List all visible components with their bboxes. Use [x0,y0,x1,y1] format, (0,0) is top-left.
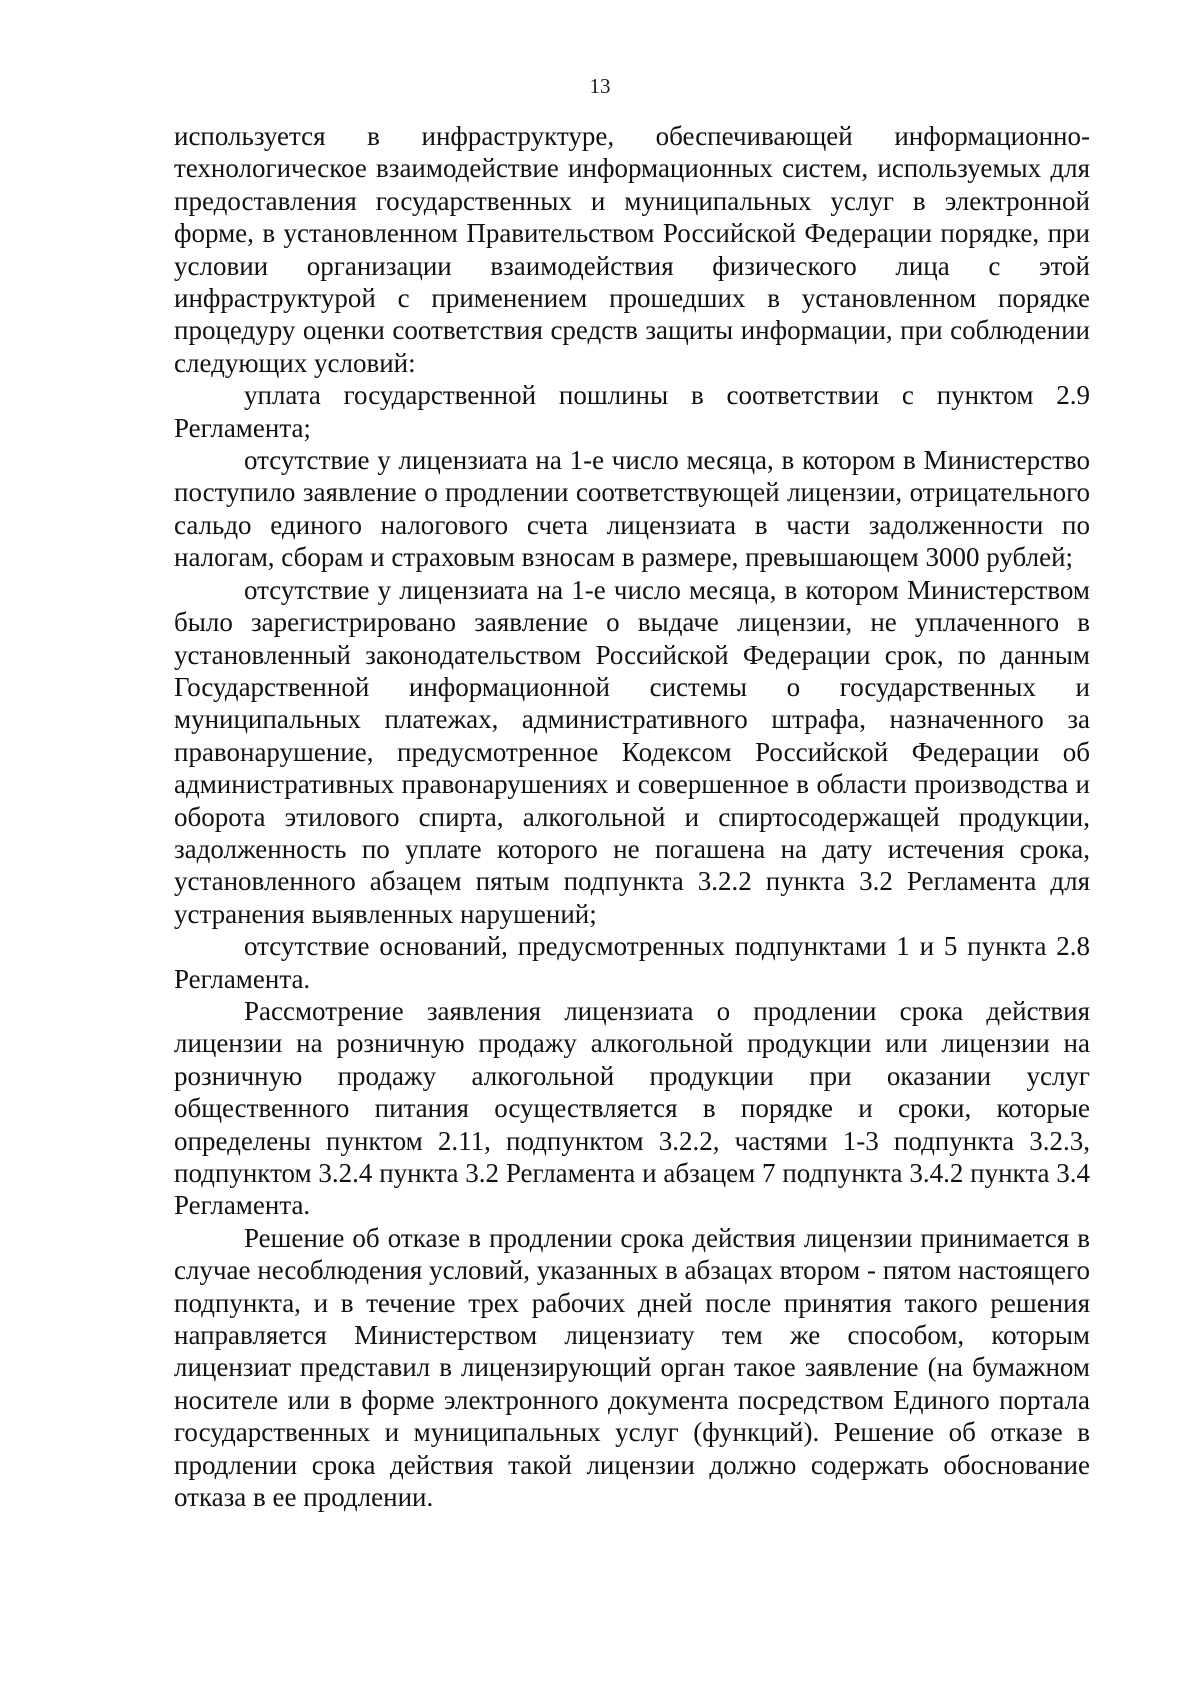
paragraph-refusal-decision: Решение об отказе в продлении срока действия лицензии принимается в случае несоблюдения условий, указанных в абзацах втором - пятом настоящего подпункта, и в течение трех рабочих дней после принятия такого решения направляется Министерством лицензиату тем же способом, которым лицензиат представил в лицензирующий орган такое заявление (на бумажном носителе или в форме электронного документа посредством Единого портала государственных и муниципальных услуг (функций). Решение об отказе в продлении срока действия такой лицензии должно содержать обоснование отказа в ее продлении. [174,1222,1090,1513]
paragraph-fine-condition: отсутствие у лицензиата на 1-е число месяца, в котором Министерством было зарегистрировано заявление о выдаче лицензии, не уплаченного в установленный законодательством Российской Федерации срок, по данным Государственной информационной системы о государственных и муниципальных платежах, административного штрафа, назначенного за правонарушение, предусмотренное Кодексом Российской Федерации об административных правонарушениях и совершенное в области производства и оборота этилового спирта, алкогольной и спиртосодержащей продукции, задолженность по уплате которого не погашена на дату истечения срока, установленного абзацем пятым подпункта 3.2.2 пункта 3.2 Регламента для устранения выявленных нарушений; [174,574,1090,929]
page-number: 13 [589,74,611,98]
paragraph-tax-balance-condition: отсутствие у лицензиата на 1-е число месяца, в котором в Министерство поступило заявление о продлении соответствующей лицензии, отрицательного сальдо единого налогового счета лицензиата в части задолженности по налогам, сборам и страховым взносам в размере, превышающем 3000 рублей; [174,445,1090,573]
document-body [174,120,1090,1513]
paragraph-fee-condition: уплата государственной пошлины в соответствии с пунктом 2.9 Регламента; [174,380,1090,443]
paragraph-continuation: используется в инфраструктуре, обеспечивающей информационно-технологическое взаимодействие информационных систем, используемых для предоставления государственных и муниципальных услуг в электронной форме, в установленном Правительством Российской Федерации порядке, при условии организации взаимодействия физического лица с этой инфраструктурой с применением прошедших в установленном порядке процедуру оценки соответствия средств защиты информации, при соблюдении следующих условий: [174,121,1090,378]
paragraph-grounds-condition: отсутствие оснований, предусмотренных подпунктами 1 и 5 пункта 2.8 Регламента. [174,931,1090,994]
paragraph-review-procedure: Рассмотрение заявления лицензиата о продлении срока действия лицензии на розничную продажу алкогольной продукции или лицензии на розничную продажу алкогольной продукции при оказании услуг общественного питания осуществляется в порядке и сроки, которые определены пунктом 2.11, подпунктом 3.2.2, частями 1-3 подпункта 3.2.3, подпунктом 3.2.4 пункта 3.2 Регламента и абзацем 7 подпункта 3.4.2 пункта 3.4 Регламента. [174,995,1090,1221]
